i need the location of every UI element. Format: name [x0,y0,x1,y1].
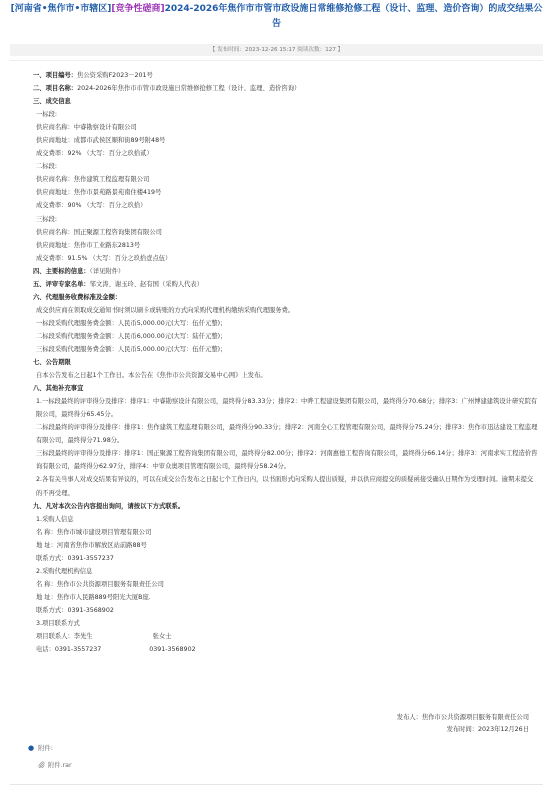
contact-line-c5: 2.采购代理机构信息 [36,567,93,575]
attachment-section [28,742,53,755]
body-line-l2: 二、项目名称：2024-2026年焦作市市管市政设施日常维修抢修工程（设计、监理、造价咨询） [33,85,301,93]
publish-meta-bar: 【 发布时间：2023-12-26 15:17 阅读次数：127 】 [10,44,543,56]
project-contact-person: 项目联系人：李先生 张女士 [36,633,172,641]
publisher-line: 发布人：焦作市公共资源项目服务有限责任公司 [396,714,529,721]
body-line-l19: 成交供应商在领取成交通知书时须以刷卡或转账的方式向采购代理机构缴纳采购代理服务费。 [36,306,295,314]
title-text: 2024-2026年焦作市市管市政设施日常维修抢修工程（设计、监理、造价咨询）的成交结果公告 [164,4,543,29]
body-line-l16: 四、主要标的信息：（详见附件） [33,267,125,275]
body-line-l3: 三、成交信息 [33,98,71,106]
body-line-l13: 供应商名称：国正聚源工程咨询集团有限公司 [36,228,162,236]
contact-line-c6: 名 称：焦作市公共资源项目服务有限责任公司 [36,580,164,588]
body-line-l20: 一标段采购代理服务费金额：人民币5,000.00元(大写：伍仟元整)； [36,319,227,327]
objection-paragraph: 2.各有关当事人对成交结果有异议的，可以在成交公告发布之日起七个工作日内，以书面形式向采购人提出质疑，并以供应商提交的质疑函接受确认日期作为受理时间。逾期未提交的不再受理。 [36,476,534,497]
contact-line-c3: 地 址：河南省焦作市解放区站前路88号 [36,541,147,549]
paperclip-icon [38,761,45,768]
score-paragraph-lot1: 1.一标段最终的评审得分及排序：排序1：中睿勘察设计有限公司，最终得分83.33分；排序2：中晔工程建设集团有限公司，最终得分70.68分；排序3：广州博建建筑设计研究院有限公司，最终得分65.45分。 [36,398,538,419]
body-line-l4: 一标段: [36,111,58,119]
contact-line-c2: 名 称：焦作市城市建设项目管理有限公司 [36,528,152,536]
title-procurement-type: [竞争性磋商] [111,4,165,14]
body-line-l17: 五、评审专家名单：邹文涛、谢玉玲、赵有国（采购人代表） [33,280,204,288]
bullet-icon: ● [28,744,35,752]
body-line-l18: 六、代理服务收费标准及金额： [33,293,122,301]
bottom-divider [10,784,543,785]
contact-line-c7: 地 址：焦作市人民路889号阳光大厦B座. [36,593,151,601]
body-line-l23: 七、公告期限 [33,359,71,367]
announcement-body [33,69,538,656]
body-line-l8: 二标段: [36,163,58,171]
body-line-l10: 供应商地址：焦作市景苑路景苑南住楼419号 [36,189,162,197]
body-line-l5: 供应商名称：中睿勘察设计有限公司 [36,124,137,132]
contact-line-c9: 3.项目联系方式 [36,619,80,627]
score-paragraph-lot3: 三标段最终的评审得分及排序：排序1：国正聚源工程咨询集团有限公司，最终得分82.00分；排序2：河南惠德工程咨询有限公司，最终得分66.14分；排序3：河南求实工程造价咨询有限公司，最终得分62.97分，排序4：中审众奥项目管理有限公司，最终得分58.24分。 [36,450,538,471]
attachment-label: 附件: [38,745,53,752]
contact-line-c8: 联系方式：0391-3568902 [36,606,114,614]
body-line-l14: 供应商地址：焦作市工业路东2813号 [36,241,141,249]
body-line-l24: 自本公告发布之日起1个工作日。本公告在《焦作市公共资源交易中心网》上发布。 [36,372,267,380]
body-line-l12: 三标段: [36,215,58,223]
contact-line-c1: 1.采购人信息 [36,515,74,523]
contact-lines [33,513,538,630]
announcement-title [8,2,545,32]
publish-date-line: 发布时间：2023年12月26日 [446,726,529,733]
body-line-l9: 供应商名称：焦作建筑工程监理有限公司 [36,176,150,184]
body-lines [33,69,538,395]
attachment-link[interactable] [38,760,72,772]
body-line-l25: 八、其他补充事宜 [33,385,84,393]
body-line-l11: 成交费率：90% （大写：百分之玖拾） [36,202,147,210]
body-line-l6: 供应商地址：成都市武侯区顺和街89号附48号 [36,137,166,145]
body-line-l1: 一、项目编号：焦公资采购F2023－201号 [33,72,153,79]
score-paragraph-lot2: 二标段最终的评审得分及排序：排序1：焦作建筑工程监理有限公司，最终得分90.33分；排序2：河南全心工程管理有限公司，最终得分75.24分；排序3：焦作市迅达建设工程监理有限公司，最终得分71.98分。 [36,424,538,445]
project-contact-phone: 电话：0391-3557237 0391-3568902 [36,646,196,654]
publish-footer [397,712,529,736]
body-line-l21: 二标段采购代理服务费金额：人民币6,000.00元(大写：陆仟元整)； [36,332,227,340]
title-region: [河南省•焦作市•市辖区] [10,4,112,14]
section-contact-heading: 九、凡对本次公告内容提出询问，请按以下方式联系。 [33,502,185,510]
attachment-filename[interactable]: 附件.rar [48,762,72,769]
body-line-l15: 成交费率：91.5% （大写：百分之玖拾壹点伍） [36,254,172,262]
title-divider [10,60,543,61]
body-line-l22: 三标段采购代理服务费金额：人民币5,000.00元(大写：伍仟元整)； [36,345,227,353]
body-line-l7: 成交费率：92% （大写：百分之玖拾贰） [36,150,153,158]
contact-line-c4: 联系方式：0391-3557237 [36,554,114,562]
